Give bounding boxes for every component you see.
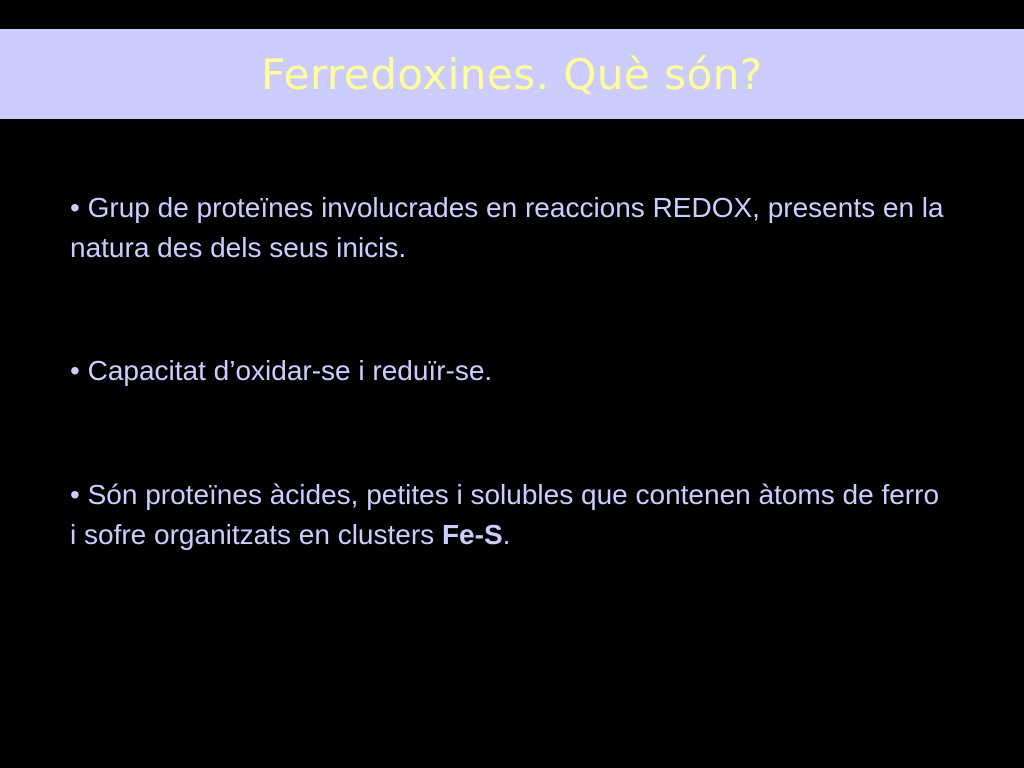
bullet-item-1 bbox=[70, 188, 950, 268]
bullet-text-3: Són proteïnes àcides, petites i solubles que contenen àtoms de ferro i sofre organitzats en clusters bbox=[70, 479, 940, 550]
bullet-symbol: • bbox=[70, 192, 88, 223]
bullet-symbol: • bbox=[70, 355, 88, 386]
bullet-item-3 bbox=[70, 475, 950, 555]
bullet-text-2: Capacitat d’oxidar-se i reduïr-se. bbox=[87, 355, 493, 386]
bullet-symbol: • bbox=[70, 479, 88, 510]
bullet-text-1: Grup de proteïnes involucrades en reaccions REDOX, presents en la natura des dels seus inicis. bbox=[70, 192, 944, 263]
bullet-text-3-end: . bbox=[502, 519, 511, 550]
bullet-item-2 bbox=[70, 351, 950, 391]
bullet-text-3-bold: Fe-S bbox=[441, 519, 503, 550]
slide-title: Ferredoxines. Què són? bbox=[261, 49, 763, 99]
title-band bbox=[0, 29, 1024, 119]
